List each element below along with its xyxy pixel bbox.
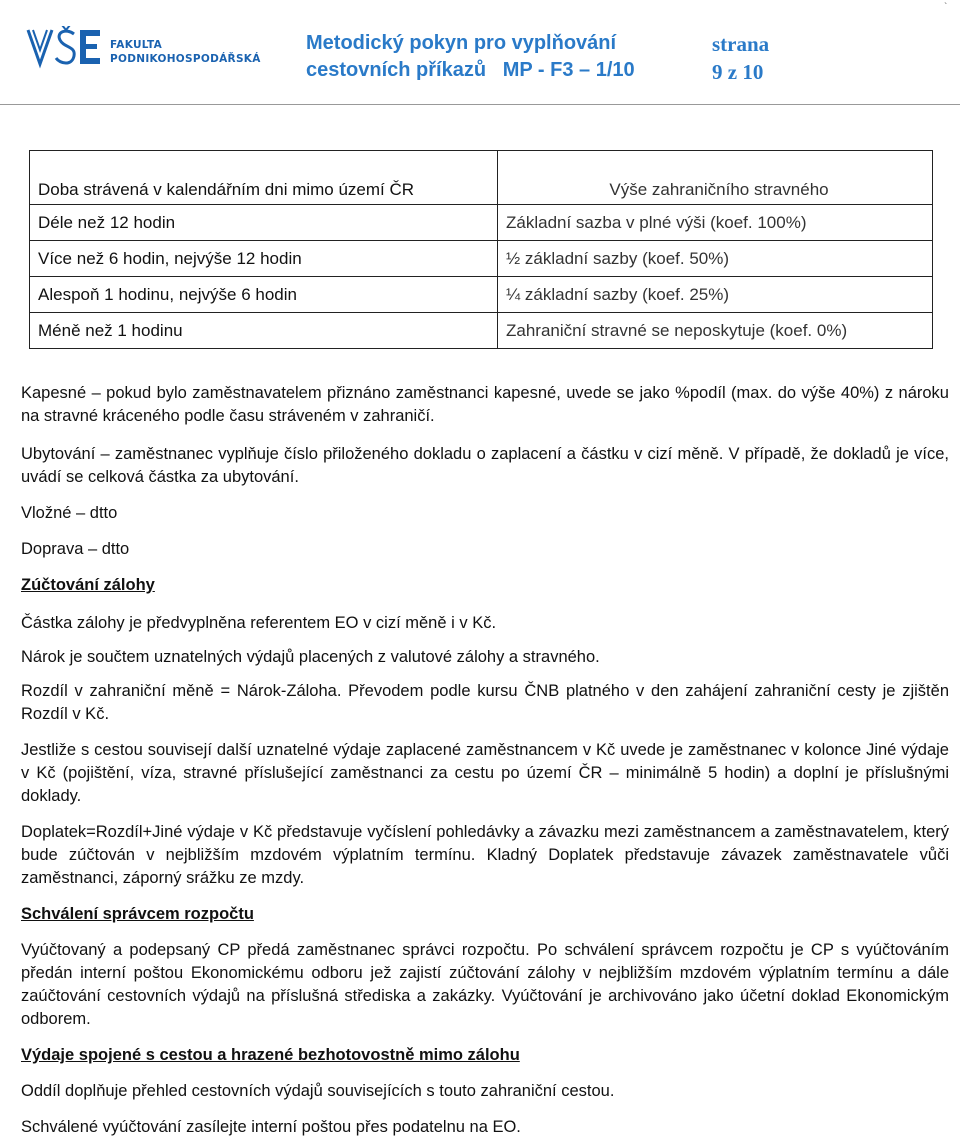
page-indicator: [712, 30, 832, 86]
paragraph-castka: Částka zálohy je předvyplněna referentem EO v cizí měně i v Kč.: [21, 614, 497, 632]
faculty-name: [110, 38, 261, 66]
heading-zuctovani-zalohy: Zúčtování zálohy: [21, 576, 155, 594]
header-rate: Výše zahraničního stravného: [498, 151, 933, 205]
paragraph-vyuctovany: Vyúčtovaný a podepsaný CP předá zaměstnanec správci rozpočtu. Po schválení správcem rozpočtu je CP s vyúčtováním předán interní poštou Ekonomickému odboru jež zajistí zúčtování zálohy v nejbližším mzdovém výplatním termínu a dále zaúčtování cestovních výdajů na příslušná střediska a zakázky. Vyúčtování je archivováno jako účetní doklad Ekonomickým odborem.: [21, 941, 949, 1028]
heading-vydaje: Výdaje spojené s cestou a hrazené bezhotovostně mimo zálohu: [21, 1046, 520, 1064]
vse-logo-icon: [26, 26, 106, 70]
paragraph-rozdil: Rozdíl v zahraniční měně = Nárok-Záloha. Převodem podle kursu ČNB platného v den zahájení zahraniční cesty je zjištěn Rozdíl v Kč.: [21, 682, 949, 723]
row-duration: Více než 6 hodin, nejvýše 12 hodin: [30, 241, 498, 277]
paragraph-oddil: Oddíl doplňuje přehled cestovních výdajů souvisejících s touto zahraniční cestou.: [21, 1082, 615, 1100]
row-rate: ½ základní sazby (koef. 50%): [498, 241, 933, 277]
paragraph-kapesne: Kapesné – pokud bylo zaměstnavatelem přiznáno zaměstnanci kapesné, uvede se jako %podíl (max. do výše 40%) z nároku na stravné kráceného podle času stráveném v zahraničí.: [21, 384, 949, 425]
title-line-2: cestovních příkazů MP - F3 – 1/10: [306, 59, 635, 81]
per-diem-rates-table: [29, 150, 933, 349]
table-row: [30, 277, 933, 313]
document-body: [21, 382, 949, 1139]
faculty-line-1: FAKULTA: [110, 39, 163, 51]
header-duration: Doba strávená v kalendářním dni mimo území ČR: [30, 151, 498, 205]
faculty-line-2: PODNIKOHOSPODÁŘSKÁ: [110, 53, 261, 65]
paragraph-narok: Nárok je součtem uznatelných výdajů placených z valutové zálohy a stravného.: [21, 648, 600, 666]
table-header-row: [30, 151, 933, 205]
table-row: [30, 241, 933, 277]
page-label: strana: [712, 32, 770, 56]
row-rate: Zahraniční stravné se neposkytuje (koef. 0%): [498, 313, 933, 349]
paragraph-jestlize: Jestliže s cestou souvisejí další uznatelné výdaje zaplacené zaměstnancem v Kč uvede je zaměstnanec v kolonce Jiné výdaje v Kč (pojištění, víza, stravné příslušející zaměstnanci za cestu po území ČR – minimálně 5 hodin) a doplní je příslušnými doklady.: [21, 741, 949, 805]
page-header: [0, 0, 960, 105]
row-duration: Méně než 1 hodinu: [30, 313, 498, 349]
row-rate: Základní sazba v plné výši (koef. 100%): [498, 205, 933, 241]
heading-schvaleni: Schválení správcem rozpočtu: [21, 905, 254, 923]
row-duration: Déle než 12 hodin: [30, 205, 498, 241]
row-rate: ¼ základní sazby (koef. 25%): [498, 277, 933, 313]
corner-mark: `: [944, 2, 948, 13]
table-row: [30, 205, 933, 241]
paragraph-vlozne: Vložné – dtto: [21, 504, 118, 522]
row-duration: Alespoň 1 hodinu, nejvýše 6 hodin: [30, 277, 498, 313]
paragraph-schvalene: Schválené vyúčtování zasílejte interní poštou přes podatelnu na EO.: [21, 1118, 521, 1136]
document-title: [306, 30, 706, 84]
page-number: 9 z 10: [712, 60, 764, 84]
paragraph-doplatek: Doplatek=Rozdíl+Jiné výdaje v Kč představuje vyčíslení pohledávky a závazku mezi zaměstnancem a zaměstnavatelem, který bude zúčtován v nejbližším mzdovém výplatním termínu. Kladný Doplatek představuje závazek zaměstnavatele vůči zaměstnanci, záporný srážku ze mzdy.: [21, 823, 949, 887]
paragraph-doprava: Doprava – dtto: [21, 540, 130, 558]
table-row: [30, 313, 933, 349]
paragraph-ubytovani: Ubytování – zaměstnanec vyplňuje číslo přiloženého dokladu o zaplacení a částku v cizí měně. V případě, že dokladů je více, uvádí se celková částka za ubytování.: [21, 445, 949, 486]
title-line-1: Metodický pokyn pro vyplňování: [306, 32, 617, 54]
